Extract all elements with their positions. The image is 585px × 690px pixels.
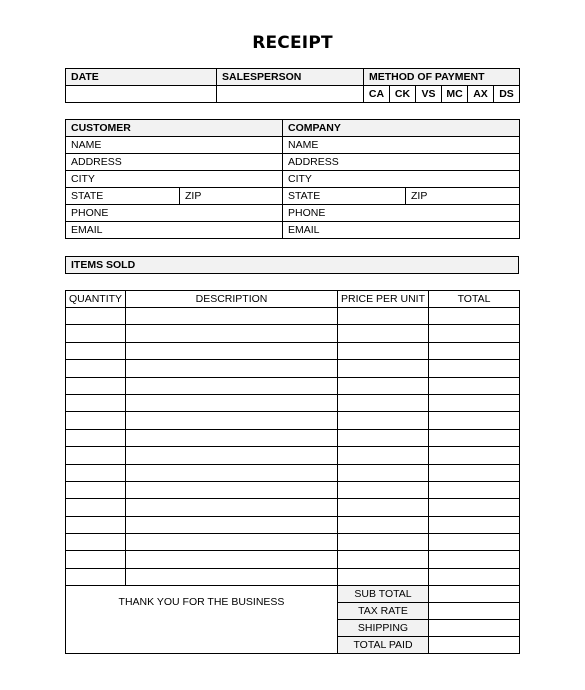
company-address-field[interactable]: ADDRESS [283,154,520,171]
tax-rate-label: TAX RATE [338,603,429,620]
item-price-field[interactable] [338,377,429,394]
item-price-field[interactable] [338,360,429,377]
tax-rate-field[interactable] [429,603,520,620]
item-price-field[interactable] [338,551,429,568]
item-description-field[interactable] [126,534,338,551]
table-row [66,412,520,429]
payment-ds[interactable]: DS [494,86,520,103]
item-quantity-field[interactable] [66,429,126,446]
table-row [66,325,520,342]
company-city-field[interactable]: CITY [283,171,520,188]
customer-email-field[interactable]: EMAIL [66,222,283,239]
item-description-field[interactable] [126,551,338,568]
column-description: DESCRIPTION [126,291,338,308]
item-total-field[interactable] [429,412,520,429]
salesperson-label: SALESPERSON [217,69,364,86]
table-row [66,342,520,359]
item-total-field[interactable] [429,516,520,533]
customer-state-field[interactable]: STATE [66,188,180,205]
items-sold-heading: ITEMS SOLD [66,257,519,274]
customer-company-table [65,119,520,239]
items-table [65,290,520,654]
table-row [66,481,520,498]
company-email-field[interactable]: EMAIL [283,222,520,239]
item-quantity-field[interactable] [66,464,126,481]
sub-total-label: SUB TOTAL [338,586,429,603]
shipping-label: SHIPPING [338,620,429,637]
table-row [66,377,520,394]
customer-address-field[interactable]: ADDRESS [66,154,283,171]
item-total-field[interactable] [429,551,520,568]
column-total: TOTAL [429,291,520,308]
item-price-field[interactable] [338,342,429,359]
item-total-field[interactable] [429,534,520,551]
sub-total-field[interactable] [429,586,520,603]
shipping-field[interactable] [429,620,520,637]
item-description-field[interactable] [126,325,338,342]
item-description-field[interactable] [126,568,338,585]
table-row [66,447,520,464]
item-description-field[interactable] [126,499,338,516]
payment-vs[interactable]: VS [416,86,442,103]
item-quantity-field[interactable] [66,447,126,464]
item-description-field[interactable] [126,360,338,377]
item-price-field[interactable] [338,499,429,516]
item-quantity-field[interactable] [66,325,126,342]
company-heading: COMPANY [283,120,520,137]
item-price-field[interactable] [338,534,429,551]
company-phone-field[interactable]: PHONE [283,205,520,222]
item-total-field[interactable] [429,481,520,498]
item-total-field[interactable] [429,568,520,585]
item-price-field[interactable] [338,429,429,446]
item-description-field[interactable] [126,342,338,359]
item-quantity-field[interactable] [66,516,126,533]
column-price-per-unit: PRICE PER UNIT [338,291,429,308]
item-price-field[interactable] [338,481,429,498]
item-quantity-field[interactable] [66,412,126,429]
item-price-field[interactable] [338,516,429,533]
company-state-field[interactable]: STATE [283,188,406,205]
item-quantity-field[interactable] [66,568,126,585]
item-description-field[interactable] [126,429,338,446]
item-quantity-field[interactable] [66,342,126,359]
customer-name-field[interactable]: NAME [66,137,283,154]
total-paid-field[interactable] [429,637,520,654]
item-price-field[interactable] [338,464,429,481]
thank-you-message: THANK YOU FOR THE BUSINESS [118,596,285,609]
item-total-field[interactable] [429,499,520,516]
item-total-field[interactable] [429,377,520,394]
payment-ck[interactable]: CK [390,86,416,103]
customer-phone-field[interactable]: PHONE [66,205,283,222]
item-quantity-field[interactable] [66,308,126,325]
customer-heading: CUSTOMER [66,120,283,137]
table-row [66,308,520,325]
customer-city-field[interactable]: CITY [66,171,283,188]
item-price-field[interactable] [338,447,429,464]
item-quantity-field[interactable] [66,481,126,498]
table-row [66,516,520,533]
item-description-field[interactable] [126,377,338,394]
table-row [66,534,520,551]
item-total-field[interactable] [429,360,520,377]
payment-ax[interactable]: AX [468,86,494,103]
company-zip-field[interactable]: ZIP [406,188,520,205]
item-quantity-field[interactable] [66,394,126,411]
table-row [66,429,520,446]
items-sold-bar [65,256,519,274]
payment-ca[interactable]: CA [364,86,390,103]
item-price-field[interactable] [338,394,429,411]
receipt-title: RECEIPT [252,33,333,53]
item-quantity-field[interactable] [66,377,126,394]
item-total-field[interactable] [429,447,520,464]
date-field[interactable] [66,86,217,103]
payment-mc[interactable]: MC [442,86,468,103]
item-quantity-field[interactable] [66,360,126,377]
table-row [66,464,520,481]
item-quantity-field[interactable] [66,551,126,568]
item-description-field[interactable] [126,481,338,498]
thank-you-cell [66,586,338,654]
item-quantity-field[interactable] [66,534,126,551]
item-price-field[interactable] [338,308,429,325]
item-total-field[interactable] [429,325,520,342]
column-quantity: QUANTITY [66,291,126,308]
date-label: DATE [66,69,217,86]
item-total-field[interactable] [429,394,520,411]
item-description-field[interactable] [126,516,338,533]
item-description-field[interactable] [126,464,338,481]
item-quantity-field[interactable] [66,499,126,516]
item-description-field[interactable] [126,412,338,429]
customer-zip-field[interactable]: ZIP [180,188,283,205]
item-price-field[interactable] [338,325,429,342]
item-total-field[interactable] [429,464,520,481]
table-row [66,568,520,585]
item-description-field[interactable] [126,394,338,411]
item-description-field[interactable] [126,308,338,325]
salesperson-field[interactable] [217,86,364,103]
item-price-field[interactable] [338,412,429,429]
item-total-field[interactable] [429,429,520,446]
table-row [66,394,520,411]
payment-method-label: METHOD OF PAYMENT [364,69,520,86]
item-rows [66,308,520,586]
item-description-field[interactable] [126,447,338,464]
table-row [66,360,520,377]
header-table [65,68,520,103]
company-name-field[interactable]: NAME [283,137,520,154]
total-paid-label: TOTAL PAID [338,637,429,654]
table-row [66,551,520,568]
item-total-field[interactable] [429,342,520,359]
item-price-field[interactable] [338,568,429,585]
table-row [66,499,520,516]
item-total-field[interactable] [429,308,520,325]
